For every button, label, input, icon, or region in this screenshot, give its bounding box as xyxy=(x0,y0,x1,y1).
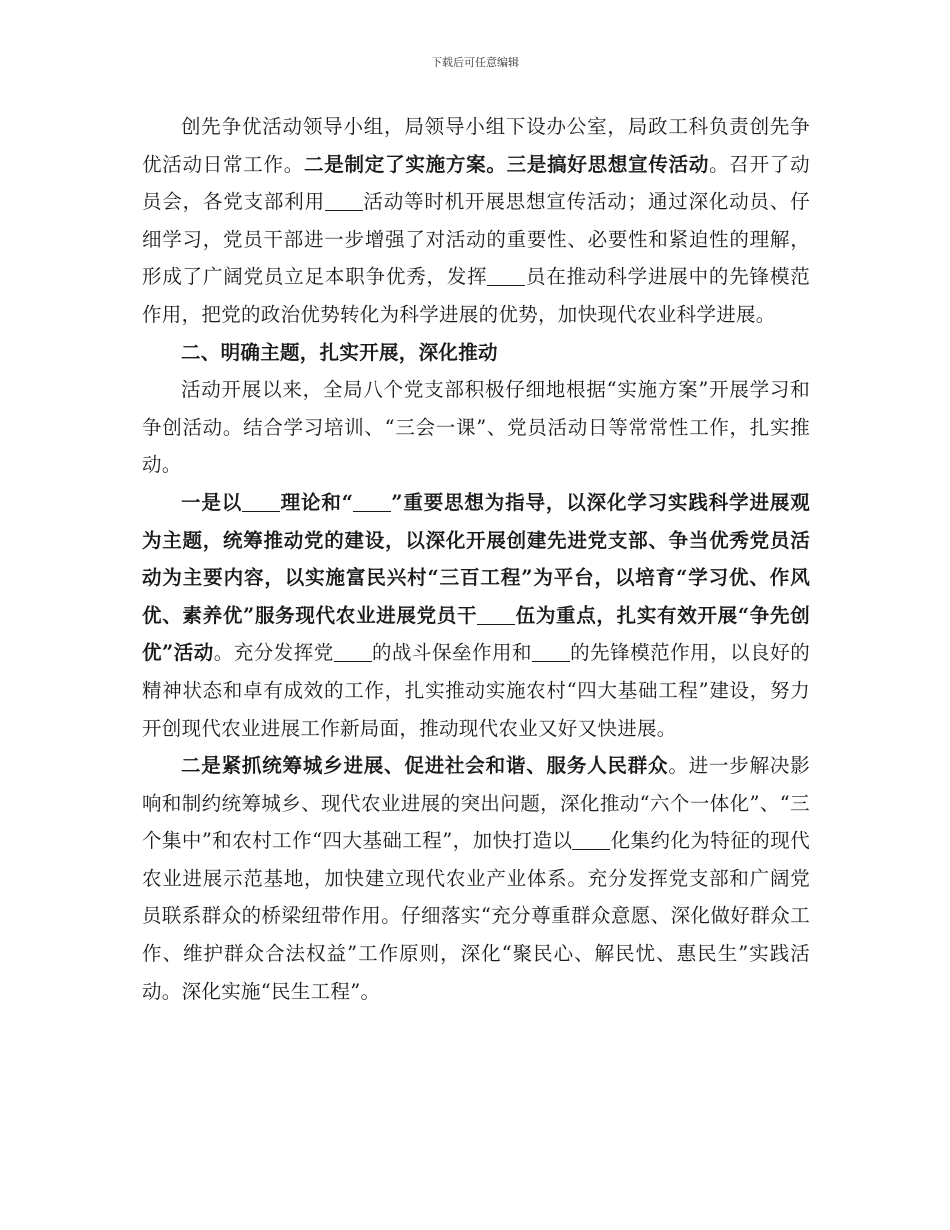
text-run: 化集约化为特征的现代农业进展示范基地，加快建立现代农业产业体系。充分发挥党支部和广阔党员联系群众的桥梁纽带作用。仔细落实“充分尊重群众意愿、深化做好群众工作、维护群众合法权益”工作原则，深化“聚民心、解民忧、惠民生”实践活动。深化实施“民生工程”。 xyxy=(142,829,810,1003)
text-run: 的先锋模范作用，以良好的精神状态和卓有成效的工作，扎实推动实施农村“四大基础工程”建设，努力开创现代农业进展工作新局面，推动现代农业又好又快进展。 xyxy=(142,641,810,740)
text-run: 活动等时机开展思想宣传活动；通过深化动员、仔细学习，党员干部进一步增强了对活动的重要性、必要性和紧迫性的理解，形成了广阔党员立足本职争优秀，发挥 xyxy=(142,190,810,289)
paragraph-5 xyxy=(142,747,810,1010)
paragraph-4 xyxy=(142,484,810,747)
bold-text-run: 一是以 xyxy=(181,490,243,514)
text-run: 。进一步解决影响和制约统筹城乡、现代农业进展的突出问题，深化推动“六个一体化”、“三个集中”和农村工作“四大基础工程”，加快打造以 xyxy=(142,754,810,853)
document-body xyxy=(142,108,810,1010)
section-heading: 二、明确主题，扎实开展，深化推动 xyxy=(181,340,498,364)
paragraph-1 xyxy=(142,108,810,334)
blank-underline xyxy=(242,491,280,512)
paragraph-3: 活动开展以来，全局八个党支部积极仔细地根据“实施方案”开展学习和争创活动。结合学习培训、“三会一课”、党员活动日等常常性工作，扎实推动。 xyxy=(142,378,810,477)
text-run: 的战斗保垒作用和 xyxy=(371,641,532,665)
blank-underline xyxy=(477,604,515,625)
blank-underline xyxy=(487,266,525,287)
text-run: 创先争优活动领导小组，局领导小组下设办公室，局政工科负责创先争优活动日常工作。 xyxy=(142,115,810,176)
bold-text-run: 二是制定了实施方案。三是搞好思想宣传活动 xyxy=(304,152,710,176)
text-run: 。充分发挥党 xyxy=(213,641,334,665)
bold-text-run: ”重要思想为指导，以深化学习实践科学进展观为主题，统筹推动党的建设，以深化开展创建先进党支部、争当优秀党员活动为主要内容，以实施富民兴村“三百工程”为平台，以培育“学习优、作风优、素养优”服务现代农业进展党员干 xyxy=(142,490,810,627)
bold-text-run: 理论和“ xyxy=(280,490,354,514)
blank-underline xyxy=(572,830,610,851)
blank-underline xyxy=(334,642,372,663)
text-run: 员在推动科学进展中的先锋模范作用，把党的政治优势转化为科学进展的优势，加快现代农业科学进展。 xyxy=(142,265,810,326)
blank-underline xyxy=(325,191,363,212)
text-run: 。召开了动员会，各党支部利用 xyxy=(142,152,810,214)
page-header: 下载后可任意编辑 xyxy=(431,56,519,69)
bold-text-run: 二是紧抓统筹城乡进展、促进社会和谐、服务人民群众 xyxy=(181,754,669,778)
bold-text-run: 伍为重点，扎实有效开展“争先创优”活动 xyxy=(142,603,810,665)
blank-underline xyxy=(532,642,570,663)
blank-underline xyxy=(353,491,391,512)
